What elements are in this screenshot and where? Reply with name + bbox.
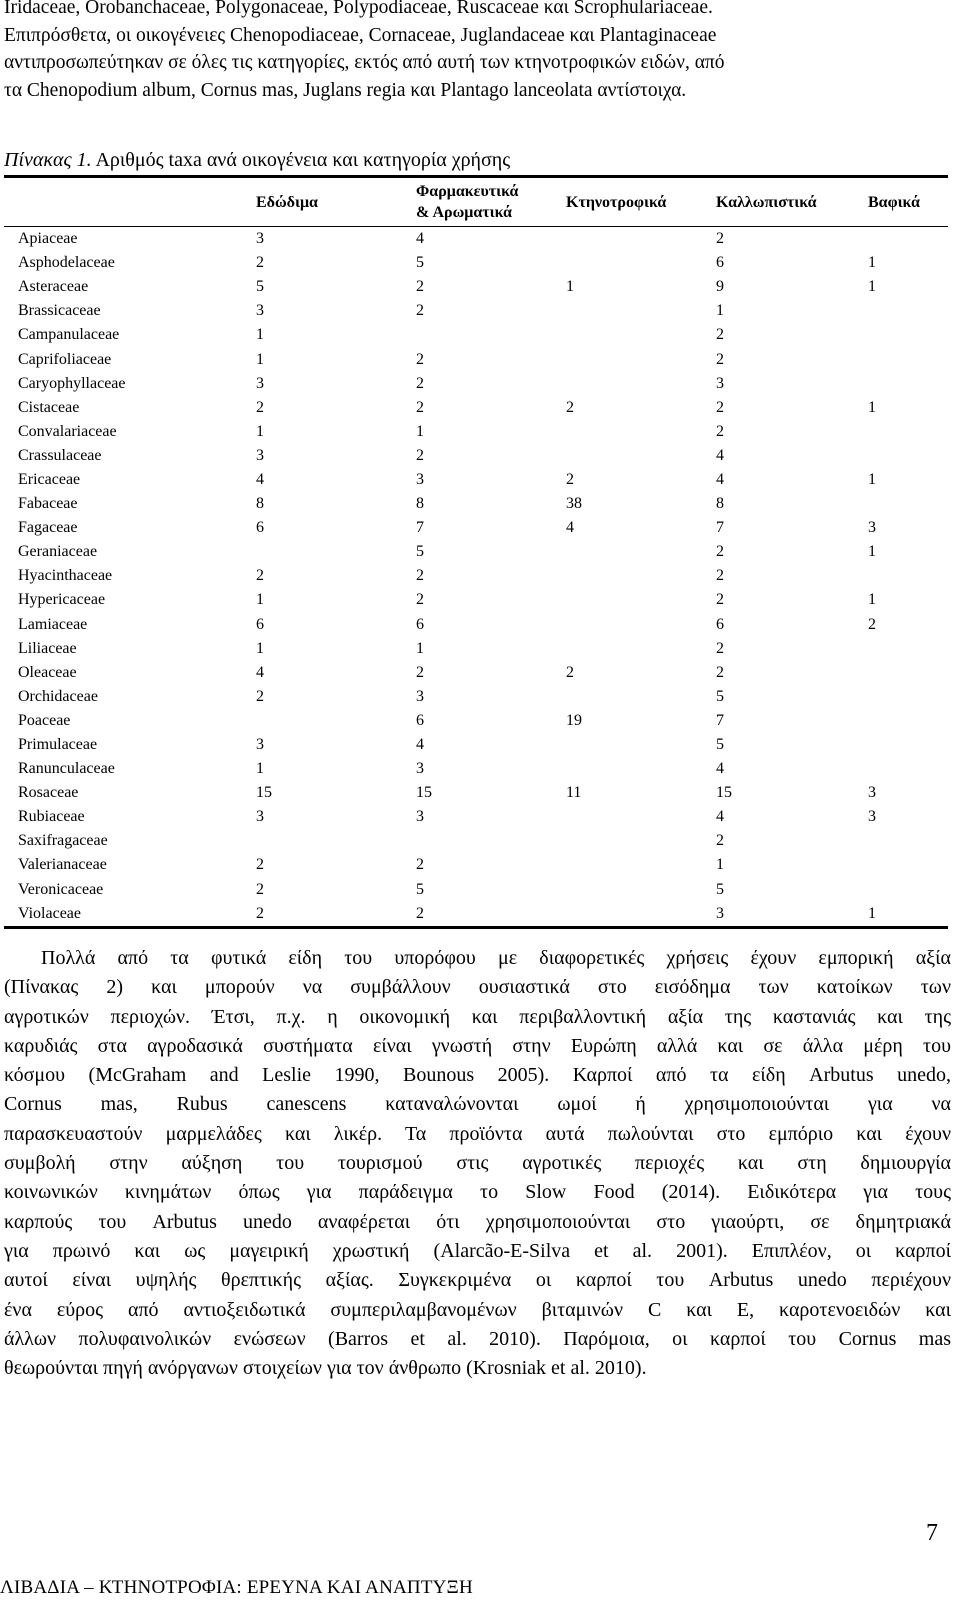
- table-row: [4, 757, 948, 781]
- cell-medicinal: [416, 323, 566, 347]
- intro-line: Iridaceae, Orobanchaceae, Polygonaceae, Polypodiaceae, Ruscaceae και Scrophulariaceae.: [4, 0, 713, 18]
- cell-family: Liliaceae: [18, 639, 77, 657]
- cell-dye: [868, 347, 948, 371]
- cell-ornamental: 2: [716, 567, 724, 585]
- body-line: Cornus mas, Rubus canescens καταναλώνονται ωμοί ή χρησιμοποιούνται για να: [4, 1093, 951, 1116]
- body-line: καρπούς του Arbutus unedo αναφέρεται ότι χρησιμοποιούνται στο γιαούρτι, σε δημητριακά: [4, 1210, 951, 1233]
- cell-medicinal: 2: [416, 278, 424, 296]
- cell-family: Violaceae: [18, 904, 81, 922]
- cell-medicinal: 7: [416, 519, 424, 537]
- cell-edible: 1: [256, 326, 264, 344]
- cell-fodder: [566, 372, 716, 396]
- cell-edible: 2: [256, 687, 264, 705]
- cell-family: Apiaceae: [18, 230, 78, 248]
- table-row: [4, 733, 948, 757]
- cell-dye: [868, 733, 948, 757]
- cell-fodder: [566, 347, 716, 371]
- table-row: [4, 347, 948, 371]
- cell-edible: 3: [256, 302, 264, 320]
- cell-ornamental: 3: [716, 374, 724, 392]
- running-footer: ΛΙΒΑΔΙΑ – ΚΤΗΝΟΤΡΟΦΙΑ: ΕΡΕΥΝΑ ΚΑΙ ΑΝΑΠΤΥΞΗ: [0, 1577, 473, 1598]
- cell-edible: 5: [256, 278, 264, 296]
- cell-fodder: [566, 805, 716, 829]
- body-line: άλλων πολυφαινολικών ενώσεων (Barros et al. 2010). Παρόμοια, οι καρποί του Cornus mas: [4, 1327, 951, 1350]
- table-row: [4, 613, 948, 637]
- header-medicinal-line1: Φαρμακευτικά: [416, 183, 519, 200]
- header-dye: Βαφικά: [868, 193, 920, 211]
- table-header-row: [4, 178, 948, 226]
- cell-medicinal: 4: [416, 230, 424, 248]
- cell-dye: [868, 420, 948, 444]
- cell-fodder: [566, 829, 716, 853]
- cell-dye: 1: [868, 470, 876, 488]
- table-row: [4, 685, 948, 709]
- cell-ornamental: 5: [716, 880, 724, 898]
- cell-dye: [868, 564, 948, 588]
- cell-ornamental: 2: [716, 591, 724, 609]
- table-row: [4, 420, 948, 444]
- cell-edible: 4: [256, 663, 264, 681]
- cell-dye: 1: [868, 904, 876, 922]
- cell-ornamental: 6: [716, 615, 724, 633]
- table-row: [4, 396, 948, 420]
- cell-ornamental: 7: [716, 519, 724, 537]
- cell-medicinal: 3: [416, 470, 424, 488]
- cell-dye: [868, 637, 948, 661]
- cell-dye: [868, 492, 948, 516]
- cell-edible: 3: [256, 736, 264, 754]
- body-line: συμβολή στην αύξηση του τουρισμού στις αγροτικές περιοχές και στη δημιουργία: [4, 1152, 951, 1175]
- cell-dye: [868, 757, 948, 781]
- cell-edible: 2: [256, 567, 264, 585]
- cell-edible: 1: [256, 760, 264, 778]
- body-line: αυτοί είναι υψηλής θρεπτικής αξίας. Συγκεκριμένα οι καρποί του Arbutus unedo περιέχουν: [4, 1269, 951, 1292]
- cell-ornamental: 2: [716, 422, 724, 440]
- cell-ornamental: 2: [716, 326, 724, 344]
- body-line: ένα εύρος από αντιοξειδωτικά συμπεριλαμβανομένων βιταμινών C και E, καροτενοειδών και: [4, 1298, 951, 1321]
- table-row: [4, 468, 948, 492]
- cell-medicinal: 6: [416, 711, 424, 729]
- table-row: [4, 588, 948, 612]
- cell-fodder: [566, 637, 716, 661]
- cell-fodder: [566, 685, 716, 709]
- cell-ornamental: 2: [716, 230, 724, 248]
- cell-ornamental: 15: [716, 784, 732, 802]
- cell-medicinal: 8: [416, 495, 424, 513]
- cell-edible: 8: [256, 495, 264, 513]
- body-paragraph: [4, 944, 951, 1383]
- body-line: Πολλά από τα φυτικά είδη του υπορόφου με διαφορετικές χρήσεις έχουν εμπορική αξία: [41, 947, 951, 969]
- cell-family: Ranunculaceae: [18, 760, 115, 778]
- table-row: [4, 323, 948, 347]
- cell-family: Rubiaceae: [18, 808, 85, 826]
- cell-edible: [256, 829, 416, 853]
- table-caption-text: Αριθμός taxa ανά οικογένεια και κατηγορία χρήσης: [91, 149, 511, 171]
- cell-edible: 2: [256, 904, 264, 922]
- table-row: [4, 853, 948, 877]
- cell-ornamental: 8: [716, 495, 724, 513]
- cell-family: Ericaceae: [18, 470, 81, 488]
- body-line: αγροτικών περιοχών. Έτσι, π.χ. η οικονομική και περιβαλλοντική αξία της καστανιάς και της: [4, 1005, 951, 1028]
- cell-dye: [868, 709, 948, 733]
- cell-family: Veronicaceae: [18, 880, 104, 898]
- cell-fodder: [566, 564, 716, 588]
- cell-family: Rosaceae: [18, 784, 79, 802]
- table-caption: [4, 148, 510, 172]
- cell-ornamental: 4: [716, 470, 724, 488]
- body-line: κόσμου (McGraham and Leslie 1990, Bounous 2005). Καρποί από τα είδη Arbutus unedo,: [4, 1064, 951, 1087]
- cell-fodder: 19: [566, 711, 582, 729]
- body-line: θεωρούνται πηγή ανόργανων στοιχείων για τον άνθρωπο (Krosniak et al. 2010).: [4, 1357, 647, 1380]
- cell-family: Geraniaceae: [18, 543, 98, 561]
- cell-fodder: 11: [566, 784, 582, 802]
- cell-medicinal: 2: [416, 446, 424, 464]
- header-ornamental: Καλλωπιστικά: [716, 193, 817, 211]
- cell-dye: [868, 299, 948, 323]
- intro-line: αντιπροσωπεύτηκαν σε όλες τις κατηγορίες, εκτός από αυτή των κτηνοτροφικών ειδών, από: [4, 52, 725, 74]
- table-row: [4, 540, 948, 564]
- cell-edible: 15: [256, 784, 272, 802]
- cell-medicinal: 2: [416, 302, 424, 320]
- cell-ornamental: 4: [716, 446, 724, 464]
- cell-dye: [868, 853, 948, 877]
- cell-dye: [868, 878, 948, 902]
- cell-dye: [868, 372, 948, 396]
- cell-family: Asteraceae: [18, 278, 89, 296]
- cell-fodder: [566, 902, 716, 926]
- cell-medicinal: 2: [416, 567, 424, 585]
- table-row: [4, 637, 948, 661]
- table-row: [4, 902, 948, 926]
- table-row: [4, 251, 948, 275]
- cell-family: Hyacinthaceae: [18, 567, 113, 585]
- cell-fodder: [566, 323, 716, 347]
- cell-edible: 2: [256, 856, 264, 874]
- cell-dye: [868, 661, 948, 685]
- cell-dye: 1: [868, 398, 876, 416]
- table-bottom-rule: [4, 926, 948, 929]
- cell-medicinal: 3: [416, 760, 424, 778]
- header-medicinal-aromatic: [416, 178, 566, 226]
- cell-dye: [868, 829, 948, 853]
- body-line: για πρωινό και ως μαγειρική χρωστική (Alarcão-E-Silva et al. 2001). Επιπλέον, οι καρποί: [4, 1239, 951, 1262]
- cell-edible: 2: [256, 398, 264, 416]
- cell-fodder: [566, 420, 716, 444]
- cell-ornamental: 2: [716, 543, 724, 561]
- cell-ornamental: 1: [716, 856, 724, 874]
- cell-medicinal: 2: [416, 904, 424, 922]
- header-edible: Εδώδιμα: [256, 193, 318, 211]
- cell-ornamental: 3: [716, 904, 724, 922]
- table-row: [4, 516, 948, 540]
- cell-medicinal: 3: [416, 687, 424, 705]
- cell-edible: 3: [256, 808, 264, 826]
- cell-edible: 1: [256, 350, 264, 368]
- cell-fodder: 1: [566, 278, 574, 296]
- cell-medicinal: 4: [416, 736, 424, 754]
- cell-medicinal: 5: [416, 543, 424, 561]
- table-row: [4, 275, 948, 299]
- cell-family: Saxifragaceae: [18, 832, 108, 850]
- cell-medicinal: 2: [416, 856, 424, 874]
- table-row: [4, 781, 948, 805]
- table-caption-label: Πίνακας 1.: [4, 149, 92, 171]
- cell-fodder: 4: [566, 519, 574, 537]
- cell-dye: [868, 685, 948, 709]
- header-medicinal-line2: & Αρωματικά: [416, 204, 512, 221]
- cell-fodder: 2: [566, 470, 574, 488]
- cell-edible: 1: [256, 639, 264, 657]
- cell-medicinal: 5: [416, 880, 424, 898]
- cell-family: Crassulaceae: [18, 446, 102, 464]
- table-row: [4, 661, 948, 685]
- cell-edible: [256, 540, 416, 564]
- cell-dye: 1: [868, 543, 876, 561]
- cell-family: Hypericaceae: [18, 591, 106, 609]
- cell-edible: 6: [256, 519, 264, 537]
- cell-dye: 3: [868, 519, 876, 537]
- cell-family: Caryophyllaceae: [18, 374, 126, 392]
- cell-dye: [868, 323, 948, 347]
- intro-line: τα Chenopodium album, Cornus mas, Juglans regia και Plantago lanceolata αντίστοιχα.: [4, 79, 687, 101]
- cell-dye: 1: [868, 254, 876, 272]
- cell-ornamental: 9: [716, 278, 724, 296]
- cell-family: Fagaceae: [18, 519, 78, 537]
- header-fodder: Κτηνοτροφικά: [566, 193, 667, 211]
- cell-edible: 2: [256, 254, 264, 272]
- cell-medicinal: 1: [416, 422, 424, 440]
- cell-ornamental: 5: [716, 736, 724, 754]
- cell-edible: 1: [256, 591, 264, 609]
- cell-ornamental: 4: [716, 760, 724, 778]
- cell-fodder: [566, 613, 716, 637]
- cell-fodder: [566, 733, 716, 757]
- body-line: (Πίνακας 2) και μπορούν να συμβάλλουν ουσιαστικά στο εισόδημα των κατοίκων των: [4, 976, 951, 999]
- cell-fodder: [566, 588, 716, 612]
- page-number: 7: [926, 1520, 938, 1546]
- table-row: [4, 709, 948, 733]
- cell-ornamental: 2: [716, 663, 724, 681]
- families-use-table: [4, 178, 948, 226]
- cell-family: Convalariaceae: [18, 422, 117, 440]
- cell-medicinal: 2: [416, 663, 424, 681]
- cell-fodder: [566, 757, 716, 781]
- cell-family: Primulaceae: [18, 736, 98, 754]
- cell-medicinal: [416, 829, 566, 853]
- table-row: [4, 805, 948, 829]
- cell-fodder: [566, 853, 716, 877]
- body-line: κοινωνικών κινημάτων όπως για παράδειγμα το Slow Food (2014). Ειδικότερα για τους: [4, 1181, 951, 1204]
- table-row: [4, 492, 948, 516]
- cell-family: Valerianaceae: [18, 856, 107, 874]
- cell-family: Campanulaceae: [18, 326, 120, 344]
- cell-edible: 4: [256, 470, 264, 488]
- intro-line: Επιπρόσθετα, οι οικογένειες Chenopodiaceae, Cornaceae, Juglandaceae και Plantaginaceae: [4, 24, 717, 46]
- table-row: [4, 878, 948, 902]
- cell-fodder: 2: [566, 663, 574, 681]
- cell-medicinal: 6: [416, 615, 424, 633]
- table-row: [4, 829, 948, 853]
- families-use-table-body: [4, 227, 948, 926]
- cell-family: Caprifoliaceae: [18, 350, 112, 368]
- cell-family: Brassicaceae: [18, 302, 101, 320]
- cell-fodder: [566, 540, 716, 564]
- table-row: [4, 564, 948, 588]
- body-line: καρυδιάς στα αγροδασικά συστήματα είναι γνωστή στην Ευρώπη αλλά και σε άλλα μέρη του: [4, 1034, 951, 1057]
- cell-dye: 3: [868, 808, 876, 826]
- cell-medicinal: 2: [416, 374, 424, 392]
- cell-fodder: 2: [566, 398, 574, 416]
- header-family: [4, 178, 256, 226]
- cell-fodder: [566, 251, 716, 275]
- cell-fodder: [566, 444, 716, 468]
- cell-medicinal: 15: [416, 784, 432, 802]
- cell-ornamental: 2: [716, 350, 724, 368]
- cell-fodder: [566, 299, 716, 323]
- cell-fodder: 38: [566, 495, 582, 513]
- cell-ornamental: 6: [716, 254, 724, 272]
- cell-dye: [868, 227, 948, 251]
- cell-dye: 2: [868, 615, 876, 633]
- cell-dye: 1: [868, 278, 876, 296]
- table-row: [4, 372, 948, 396]
- cell-edible: 1: [256, 422, 264, 440]
- cell-edible: 2: [256, 880, 264, 898]
- cell-ornamental: 1: [716, 302, 724, 320]
- cell-dye: 3: [868, 784, 876, 802]
- table-row: [4, 299, 948, 323]
- table-row: [4, 444, 948, 468]
- cell-edible: 3: [256, 374, 264, 392]
- cell-ornamental: 4: [716, 808, 724, 826]
- cell-family: Fabaceae: [18, 495, 78, 513]
- families-table-wrapper: [4, 175, 948, 929]
- cell-ornamental: 2: [716, 832, 724, 850]
- cell-medicinal: 1: [416, 639, 424, 657]
- cell-edible: 3: [256, 446, 264, 464]
- cell-family: Poaceae: [18, 711, 71, 729]
- intro-paragraph: [4, 0, 950, 104]
- table-row: [4, 227, 948, 251]
- cell-fodder: [566, 878, 716, 902]
- cell-edible: 3: [256, 230, 264, 248]
- body-line: παρασκευαστούν μαρμελάδες και λικέρ. Τα προϊόντα αυτά πωλούνται στο εμπόριο και έχουν: [4, 1122, 951, 1145]
- cell-ornamental: 7: [716, 711, 724, 729]
- cell-dye: [868, 444, 948, 468]
- cell-family: Lamiaceae: [18, 615, 88, 633]
- cell-ornamental: 5: [716, 687, 724, 705]
- cell-edible: [256, 709, 416, 733]
- cell-medicinal: 2: [416, 398, 424, 416]
- cell-dye: 1: [868, 591, 876, 609]
- cell-medicinal: 3: [416, 808, 424, 826]
- cell-medicinal: 2: [416, 591, 424, 609]
- cell-medicinal: 5: [416, 254, 424, 272]
- cell-family: Oleaceae: [18, 663, 77, 681]
- cell-medicinal: 2: [416, 350, 424, 368]
- cell-ornamental: 2: [716, 639, 724, 657]
- cell-edible: 6: [256, 615, 264, 633]
- cell-family: Orchidaceae: [18, 687, 98, 705]
- cell-family: Asphodelaceae: [18, 254, 115, 272]
- cell-fodder: [566, 227, 716, 251]
- cell-family: Cistaceae: [18, 398, 80, 416]
- cell-ornamental: 2: [716, 398, 724, 416]
